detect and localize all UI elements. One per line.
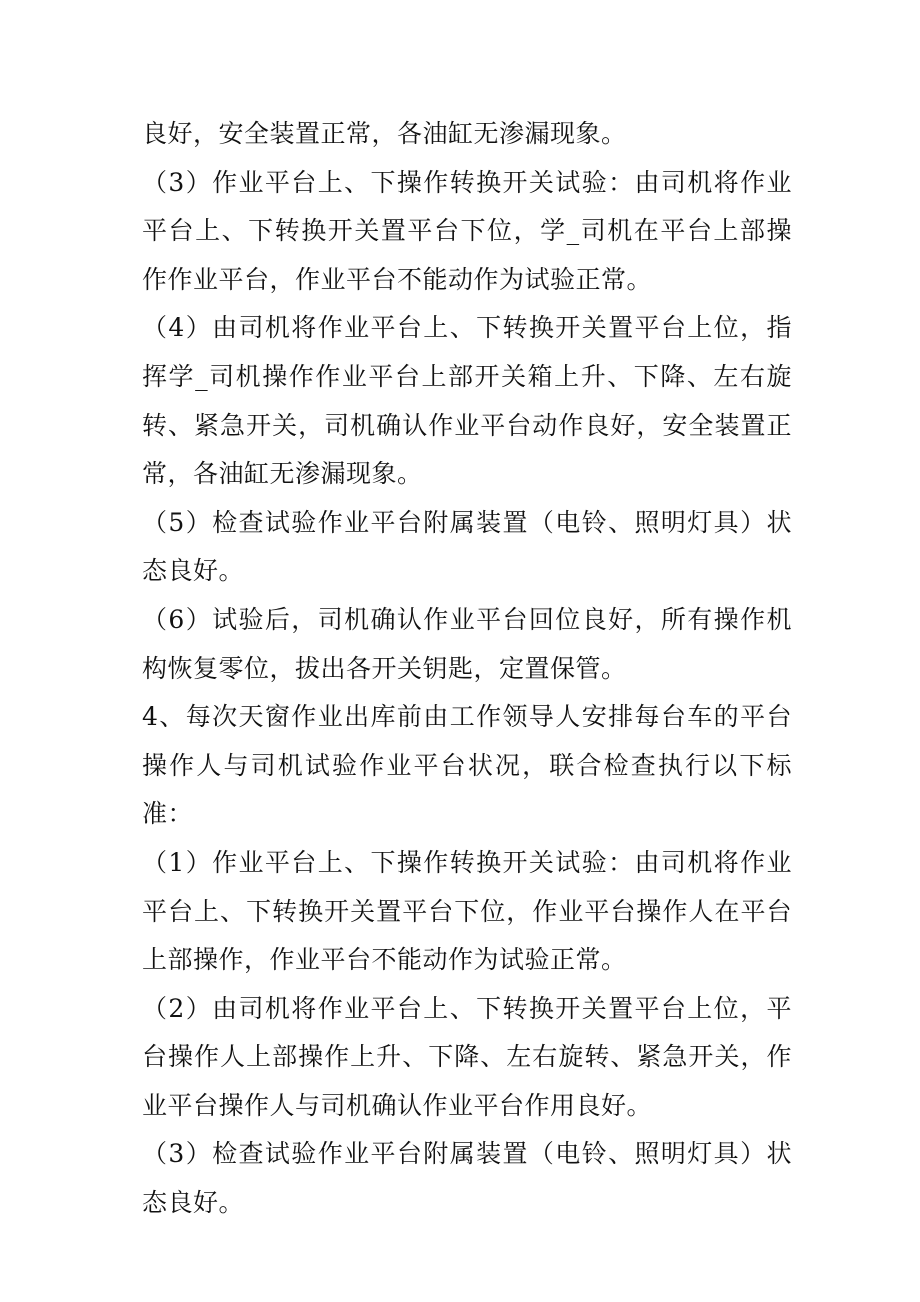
paragraph-sub-item-3-accessories: （3）检查试验作业平台附属装置（电铃、照明灯具）状态良好。 — [142, 1139, 792, 1218]
paragraph-sub-item-2-upper-operation: （2）由司机将作业平台上、下转换开关置平台上位，平台操作人上部操作上升、下降、左右旋转、紧急开关，作业平台操作人与司机确认作业平台作用良好。 — [142, 993, 792, 1120]
paragraph-item-4-upper-operation: （4）由司机将作业平台上、下转换开关置平台上位，指挥学_司机操作作业平台上部开关箱上升、下降、左右旋转、紧急开关，司机确认作业平台动作良好，安全装置正常，各油缸无渗漏现象。 — [142, 313, 792, 489]
paragraph-section-4: 4、每次天窗作业出库前由工作领导人安排每台车的平台操作人与司机试验作业平台状况，联合检查执行以下标准： — [142, 702, 792, 829]
paragraph-continuation: 良好，安全装置正常，各油缸无渗漏现象。 — [142, 119, 627, 148]
paragraph-item-6-after-test: （6）试验后，司机确认作业平台回位良好，所有操作机构恢复零位，拔出各开关钥匙，定置保管。 — [142, 604, 792, 683]
document-body — [142, 110, 792, 1228]
paragraph-sub-item-1-switch-test: （1）作业平台上、下操作转换开关试验：由司机将作业平台上、下转换开关置平台下位，作业平台操作人在平台上部操作，作业平台不能动作为试验正常。 — [142, 847, 792, 975]
paragraph-item-5-accessories: （5）检查试验作业平台附属装置（电铃、照明灯具）状态良好。 — [142, 507, 792, 586]
paragraph-item-3-switch-test: （3）作业平台上、下操作转换开关试验：由司机将作业平台上、下转换开关置平台下位，学_司机在平台上部操作作业平台，作业平台不能动作为试验正常。 — [142, 167, 792, 294]
